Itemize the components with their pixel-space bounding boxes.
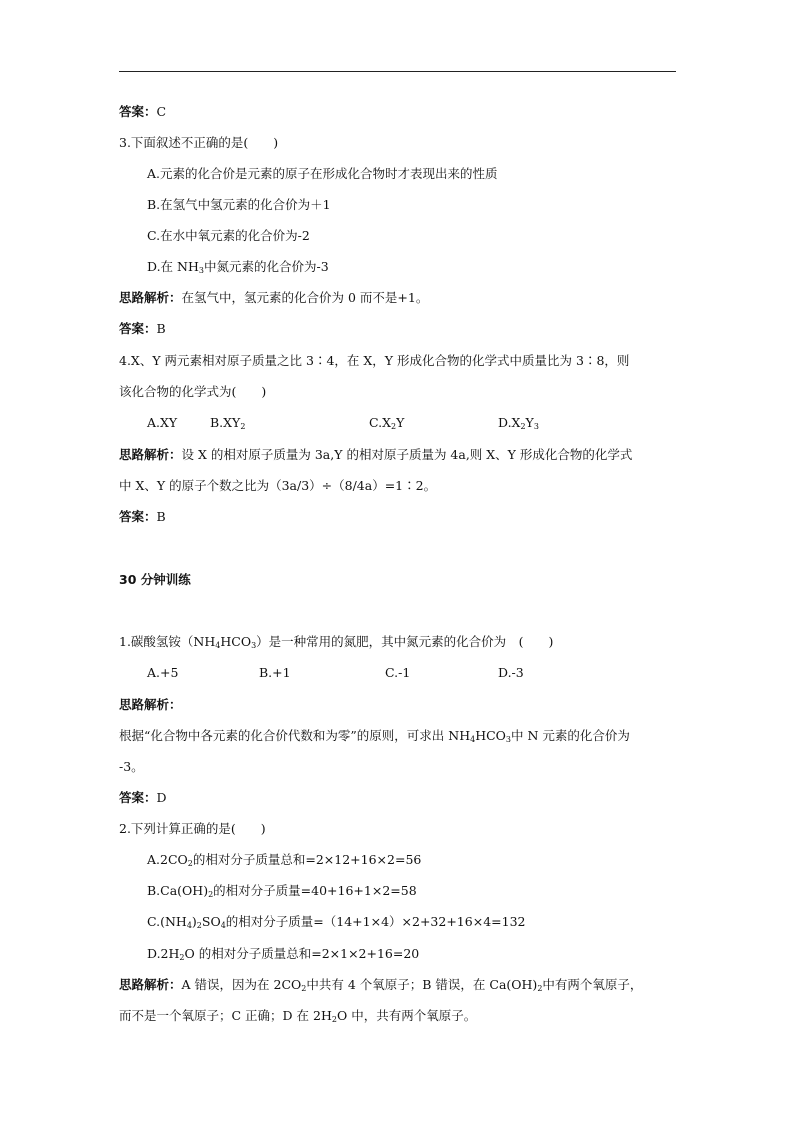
q3-option-c: C.在水中氧元素的化合价为-2 [147, 228, 310, 243]
p1-option-b: B.+1 [259, 665, 291, 680]
p1-analysis-label: 思路解析： [119, 697, 182, 712]
p1-analysis-line2: -3。 [119, 759, 144, 774]
q4-stem-line2: 该化合物的化学式为( ) [119, 384, 267, 399]
p2-option-c: $C.(NH_4)_2SO_4$的相对分子质量=（14+1×4）×2+32+16×4=132 [147, 914, 526, 930]
answer-label: 答案： [119, 509, 157, 524]
header-rule [119, 71, 676, 72]
q4-answer-line: 答案：B [119, 509, 166, 524]
p1-answer-line: 答案：D [119, 790, 167, 805]
analysis-label: 思路解析： [119, 290, 182, 305]
q3-analysis: 思路解析：在氢气中，氢元素的化合价为 0 而不是+1。 [119, 290, 429, 305]
q4-option-a: A.XY [147, 415, 178, 430]
p1-option-c: C.-1 [385, 665, 411, 680]
answer-value: C [156, 104, 167, 119]
q4-analysis-line2: 中 X、Y 的原子个数之比为（3a/3）÷（8/4a）=1∶2。 [119, 478, 437, 493]
p2-analysis-line2: 而不是一个氧原子；C 正确；D 在 $2H_2O$ 中，共有两个氧原子。 [119, 1008, 477, 1024]
p2-option-a: $A.2CO_2$的相对分子质量总和=2×12+16×2=56 [147, 852, 422, 868]
answer-label: 答案： [119, 104, 157, 119]
q4-analysis-line1: 思路解析：设 X 的相对原子质量为 3a,Y 的相对原子质量为 4a,则 X、Y 形成化合物的化学式 [119, 447, 633, 462]
q4-option-d: $D.X_2Y_3$ [498, 415, 539, 431]
p2-option-d: $D.2H_2O$ 的相对分子质量总和=2×1×2+16=20 [147, 946, 420, 962]
p1-option-a: A.+5 [147, 665, 179, 680]
q3-option-a: A.元素的化合价是元素的原子在形成化合物时才表现出来的性质 [147, 166, 498, 181]
p1-stem: 1.碳酸氢铵$(NH_4HCO_3)$是一种常用的氮肥，其中氮元素的化合价为 ( ) [119, 634, 554, 650]
p1-option-d: D.-3 [498, 665, 524, 680]
p1-analysis-line1: 根据“化合物中各元素的化合价代数和为零”的原则，可求出 $NH_4HCO_3$中 N 元素的化合价为 [119, 728, 630, 744]
q3-stem: 3.下面叙述不正确的是( ) [119, 135, 279, 150]
q4-option-b: $B.XY_2$ [210, 415, 246, 431]
section-title: 30 分钟训练 [119, 572, 191, 587]
q3-option-d: D.在 $NH_3$中氮元素的化合价为-3 [147, 259, 329, 275]
analysis-label: 思路解析： [119, 977, 182, 992]
p2-option-b: $B.Ca(OH)_2$的相对分子质量=40+16+1×2=58 [147, 883, 417, 899]
p2-stem: 2.下列计算正确的是( ) [119, 821, 266, 836]
q2-answer-line [119, 104, 166, 120]
answer-label: 答案： [119, 321, 157, 336]
p2-analysis-line1: 思路解析：A 错误，因为在 $2CO_2$中共有 4 个氧原子；B 错误，在 $Ca(OH)_2$中有两个氧原子， [119, 977, 643, 993]
q3-option-b: B.在氢气中氢元素的化合价为＋1 [147, 197, 331, 212]
q4-option-c: $C.X_2Y$ [369, 415, 405, 431]
q4-stem-line1: 4.X、Y 两元素相对原子质量之比 3∶4，在 X，Y 形成化合物的化学式中质量比为 3∶8，则 [119, 353, 630, 368]
answer-label: 答案： [119, 790, 157, 805]
q3-answer-line: 答案：B [119, 321, 166, 336]
analysis-label: 思路解析： [119, 447, 182, 462]
